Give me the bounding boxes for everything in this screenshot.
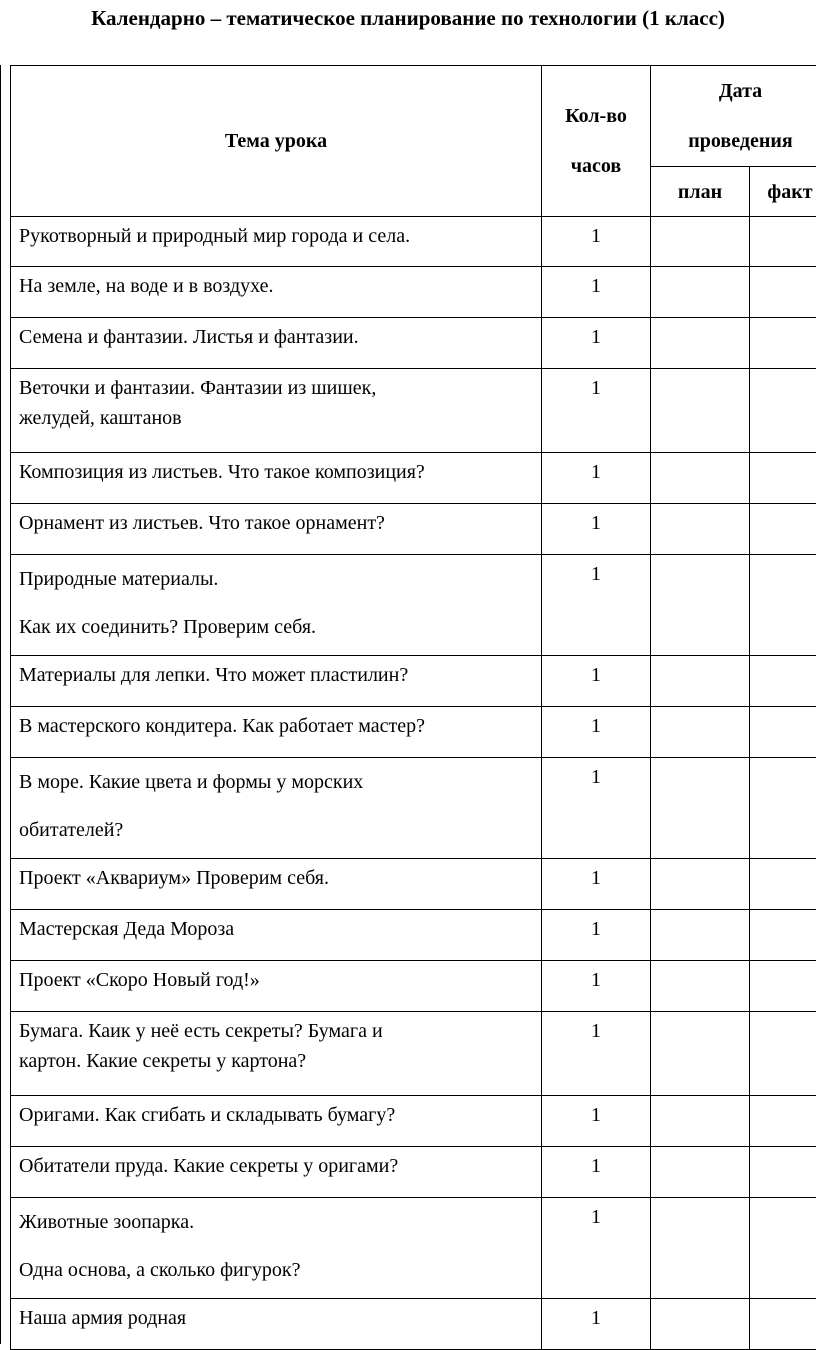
- table-row: [11, 504, 816, 555]
- lesson-topic-line: Как их соединить? Проверим себя.: [19, 603, 533, 651]
- plan-date-cell: [651, 707, 750, 758]
- lesson-hours-cell: 1: [542, 758, 651, 859]
- lesson-topic-cell: [11, 453, 542, 504]
- left-margin-rule: [0, 65, 1, 1344]
- table-row: [11, 453, 816, 504]
- table-row: [11, 656, 816, 707]
- lesson-topic-cell: [11, 1096, 542, 1147]
- header-hours: [542, 66, 651, 217]
- lesson-topic-line: Проект «Аквариум» Проверим себя.: [19, 863, 533, 893]
- plan-date-cell: [651, 910, 750, 961]
- lesson-topic-cell: [11, 555, 542, 656]
- header-hours-line1: Кол-во: [565, 105, 627, 127]
- fact-date-cell: [750, 504, 816, 555]
- table-row: [11, 318, 816, 369]
- lesson-topic-cell: [11, 859, 542, 910]
- lesson-topic-cell: [11, 707, 542, 758]
- plan-date-cell: [651, 1299, 750, 1350]
- lesson-topic-line: Орнамент из листьев. Что такое орнамент?: [19, 508, 533, 538]
- lesson-topic-line: В море. Какие цвета и формы у морских: [19, 758, 533, 806]
- lesson-topic-line: Наша армия родная: [19, 1303, 533, 1333]
- plan-date-cell: [651, 1096, 750, 1147]
- lesson-topic-cell: [11, 1299, 542, 1350]
- fact-date-cell: [750, 961, 816, 1012]
- plan-date-cell: [651, 1012, 750, 1096]
- plan-date-cell: [651, 267, 750, 318]
- fact-date-cell: [750, 707, 816, 758]
- plan-date-cell: [651, 656, 750, 707]
- plan-date-cell: [651, 217, 750, 267]
- fact-date-cell: [750, 1198, 816, 1299]
- lesson-hours-cell: 1: [542, 1012, 651, 1096]
- lesson-topic-line: Семена и фантазии. Листья и фантазии.: [19, 322, 533, 352]
- table-row: [11, 1012, 816, 1096]
- table-row: [11, 267, 816, 318]
- lesson-topic-line: обитателей?: [19, 806, 533, 854]
- fact-date-cell: [750, 555, 816, 656]
- lesson-hours-cell: 1: [542, 369, 651, 453]
- fact-date-cell: [750, 656, 816, 707]
- table-row: [11, 758, 816, 859]
- table-row: [11, 1096, 816, 1147]
- header-date: [651, 66, 816, 167]
- lesson-topic-cell: [11, 1147, 542, 1198]
- lesson-topic-line: Одна основа, а сколько фигурок?: [19, 1246, 533, 1294]
- table-row: [11, 217, 816, 267]
- table-row: [11, 369, 816, 453]
- lesson-topic-cell: [11, 504, 542, 555]
- fact-date-cell: [750, 1147, 816, 1198]
- lesson-hours-cell: 1: [542, 707, 651, 758]
- lesson-topic-cell: [11, 656, 542, 707]
- header-topic: Тема урока: [11, 66, 542, 217]
- fact-date-cell: [750, 369, 816, 453]
- lesson-hours-cell: 1: [542, 453, 651, 504]
- lesson-hours-cell: 1: [542, 1299, 651, 1350]
- table-row: [11, 1147, 816, 1198]
- lesson-topic-cell: [11, 758, 542, 859]
- plan-date-cell: [651, 961, 750, 1012]
- lesson-topic-cell: [11, 961, 542, 1012]
- lesson-topic-line: желудей, каштанов: [19, 403, 533, 433]
- lesson-topic-line: Проект «Скоро Новый год!»: [19, 965, 533, 995]
- plan-date-cell: [651, 318, 750, 369]
- lesson-topic-cell: [11, 910, 542, 961]
- table-row: [11, 961, 816, 1012]
- lesson-topic-line: Рукотворный и природный мир города и села.: [19, 221, 533, 251]
- table-row: [11, 910, 816, 961]
- lesson-topic-line: Природные материалы.: [19, 555, 533, 603]
- lesson-hours-cell: 1: [542, 961, 651, 1012]
- table-row: [11, 1198, 816, 1299]
- lesson-hours-cell: 1: [542, 1096, 651, 1147]
- lesson-topic-line: картон. Какие секреты у картона?: [19, 1046, 533, 1076]
- lesson-topic-cell: [11, 217, 542, 267]
- header-hours-line2: часов: [571, 155, 621, 177]
- lesson-hours-cell: 1: [542, 555, 651, 656]
- lesson-topic-line: Бумага. Каик у неё есть секреты? Бумага и: [19, 1016, 533, 1046]
- fact-date-cell: [750, 758, 816, 859]
- plan-date-cell: [651, 1198, 750, 1299]
- lesson-plan-table: [10, 65, 816, 1350]
- lesson-topic-cell: [11, 267, 542, 318]
- lesson-topic-line: Оригами. Как сгибать и складывать бумагу?: [19, 1100, 533, 1130]
- lesson-topic-line: Материалы для лепки. Что может пластилин?: [19, 660, 533, 690]
- header-fact: факт: [750, 167, 816, 217]
- fact-date-cell: [750, 318, 816, 369]
- table-row: [11, 1299, 816, 1350]
- lesson-topic-line: Мастерская Деда Мороза: [19, 914, 533, 944]
- fact-date-cell: [750, 1299, 816, 1350]
- table-row: [11, 707, 816, 758]
- plan-date-cell: [651, 758, 750, 859]
- plan-date-cell: [651, 555, 750, 656]
- lesson-topic-line: Обитатели пруда. Какие секреты у оригами?: [19, 1151, 533, 1181]
- plan-date-cell: [651, 504, 750, 555]
- header-date-line2: проведения: [688, 130, 792, 152]
- lesson-topic-line: На земле, на воде и в воздухе.: [19, 271, 533, 301]
- fact-date-cell: [750, 910, 816, 961]
- lesson-topic-cell: [11, 1198, 542, 1299]
- table-row: [11, 555, 816, 656]
- lesson-hours-cell: 1: [542, 656, 651, 707]
- lesson-hours-cell: 1: [542, 504, 651, 555]
- page-title: Календарно – тематическое планирование по технологии (1 класс): [0, 4, 816, 32]
- header-row: [11, 66, 816, 167]
- lesson-hours-cell: 1: [542, 318, 651, 369]
- fact-date-cell: [750, 267, 816, 318]
- lesson-hours-cell: 1: [542, 217, 651, 267]
- lesson-hours-cell: 1: [542, 910, 651, 961]
- lesson-topic-line: Композиция из листьев. Что такое композиция?: [19, 457, 533, 487]
- lesson-hours-cell: 1: [542, 267, 651, 318]
- lesson-topic-line: В мастерского кондитера. Как работает мастер?: [19, 711, 533, 741]
- table-row: [11, 859, 816, 910]
- plan-date-cell: [651, 859, 750, 910]
- plan-date-cell: [651, 453, 750, 504]
- lesson-topic-line: Животные зоопарка.: [19, 1198, 533, 1246]
- lesson-topic-cell: [11, 1012, 542, 1096]
- fact-date-cell: [750, 1012, 816, 1096]
- fact-date-cell: [750, 453, 816, 504]
- fact-date-cell: [750, 217, 816, 267]
- lesson-topic-cell: [11, 369, 542, 453]
- lesson-topic-cell: [11, 318, 542, 369]
- plan-date-cell: [651, 1147, 750, 1198]
- fact-date-cell: [750, 1096, 816, 1147]
- header-plan: план: [651, 167, 750, 217]
- header-date-line1: Дата: [719, 80, 762, 102]
- lesson-hours-cell: 1: [542, 1198, 651, 1299]
- fact-date-cell: [750, 859, 816, 910]
- lesson-hours-cell: 1: [542, 1147, 651, 1198]
- lesson-hours-cell: 1: [542, 859, 651, 910]
- lesson-topic-line: Веточки и фантазии. Фантазии из шишек,: [19, 373, 533, 403]
- plan-date-cell: [651, 369, 750, 453]
